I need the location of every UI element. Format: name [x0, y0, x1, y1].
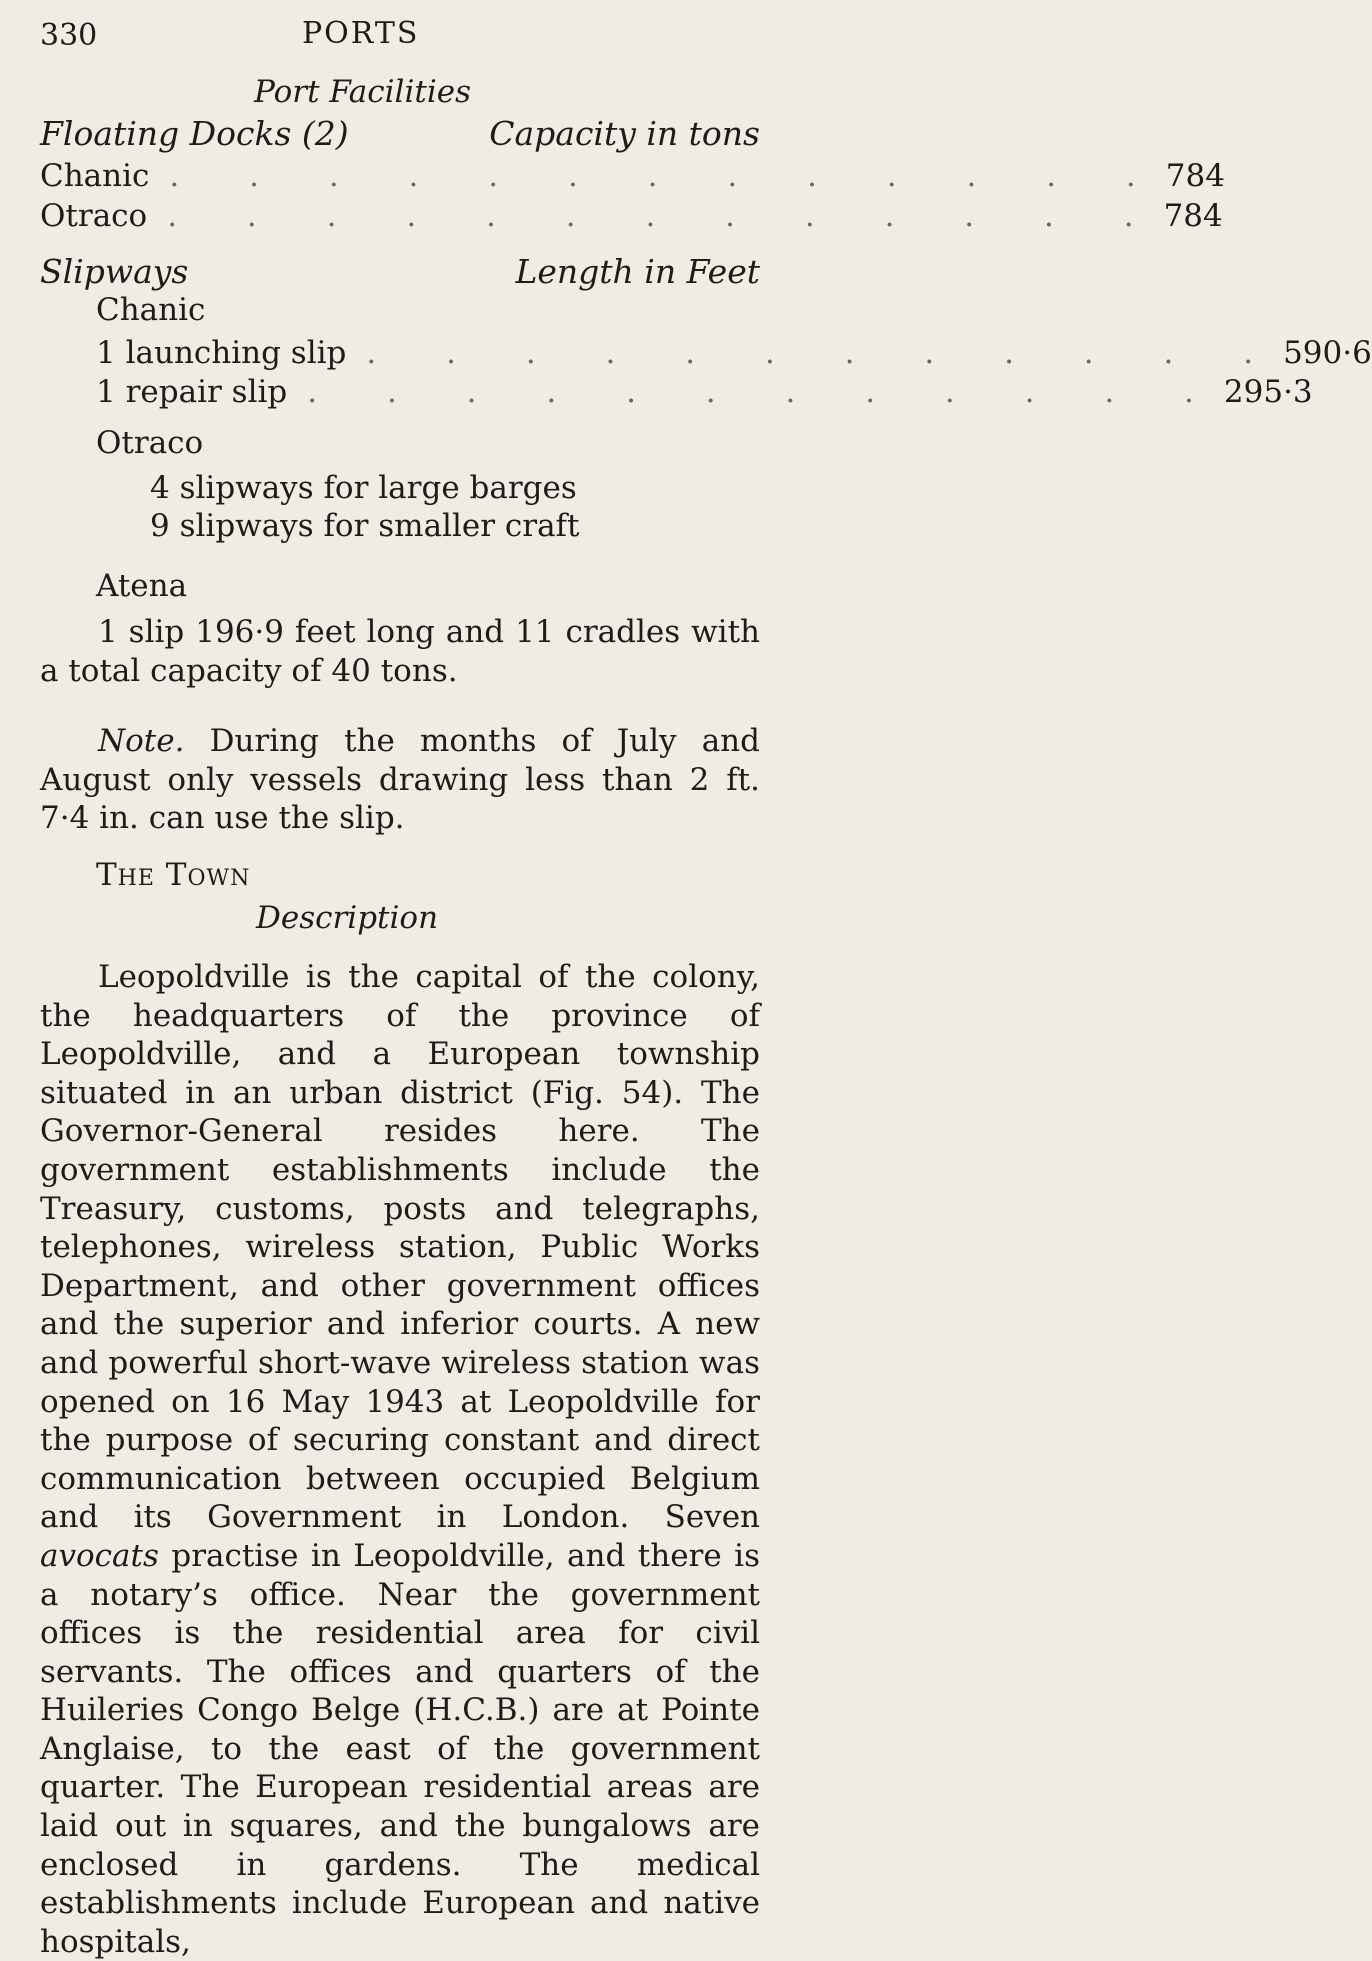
chanic-label: Chanic [96, 292, 206, 328]
table-row [96, 374, 1313, 420]
row-label: Otraco [40, 198, 148, 234]
note-paragraph [40, 722, 760, 838]
row-value: 784 [1165, 158, 1225, 194]
dot-leader: . . . . . . . . . . . . . [169, 158, 1166, 194]
row-value: 590·6 [1283, 335, 1372, 371]
running-title: PORTS [302, 16, 420, 51]
note-text: During the months of July and August only vessels drawing less than 2 ft. 7·4 in. can use the slip. [40, 723, 760, 837]
town-heading: The Town [96, 857, 251, 893]
note-label: Note. [98, 723, 185, 759]
otraco-label: Otraco [96, 425, 204, 461]
page-number: 330 [40, 18, 98, 53]
atena-text: 1 slip 196·9 feet long and 11 cradles with a total capacity of 40 tons. [40, 614, 760, 689]
row-label: 1 repair slip [96, 374, 288, 410]
section-title: Port Facilities [254, 74, 472, 110]
table-row [40, 198, 1223, 244]
capacity-column-heading: Capacity in tons [489, 114, 760, 153]
description-subheading: Description [256, 900, 439, 936]
dot-leader: . . . . . . . . . . . . [366, 335, 1284, 371]
row-label: Chanic [40, 158, 150, 194]
row-value: 784 [1163, 198, 1223, 234]
paragraph-text: practise in Leopoldville, and there is a notary’s office. Near the government offices is the residential area for civil servants. The offices and quarters of the Huileries Congo Belge (H.C.B.) are at Pointe Anglaise, to the east of the government quarter. The European residential areas are laid out in squares, and the bungalows are enclosed in gardens. The medical establishments include European and native hospitals, [40, 1537, 761, 1960]
row-value: 295·3 [1223, 374, 1313, 410]
dot-leader: . . . . . . . . . . . . . [167, 198, 1164, 234]
slipways-heading: Slipways [40, 252, 189, 291]
italic-term: avocats [40, 1537, 159, 1574]
floating-docks-heading: Floating Docks (2) [40, 114, 349, 153]
atena-label: Atena [96, 568, 188, 604]
row-label: 1 launching slip [96, 335, 347, 371]
otraco-line: 4 slipways for large barges [150, 470, 577, 506]
length-column-heading: Length in Feet [515, 252, 760, 291]
dot-leader: . . . . . . . . . . . . [307, 374, 1224, 410]
town-description-paragraph [40, 958, 760, 1961]
paragraph-text: Leopoldville is the capital of the colony, the headquarters of the province of Leopoldville, and a European township situated in an urban district (Fig. 54). The Governor-General resides here. The government establishments include the Treasury, customs, posts and telegraphs, telephones, wireless station, Public Works Department, and other government offices and the superior and inferior courts. A new and powerful short-wave wireless station was opened on 16 May 1943 at Leopoldville for the purpose of securing constant and direct communication between occupied Belgium and its Government in London. Seven [40, 959, 760, 1536]
otraco-line: 9 slipways for smaller craft [150, 508, 580, 544]
